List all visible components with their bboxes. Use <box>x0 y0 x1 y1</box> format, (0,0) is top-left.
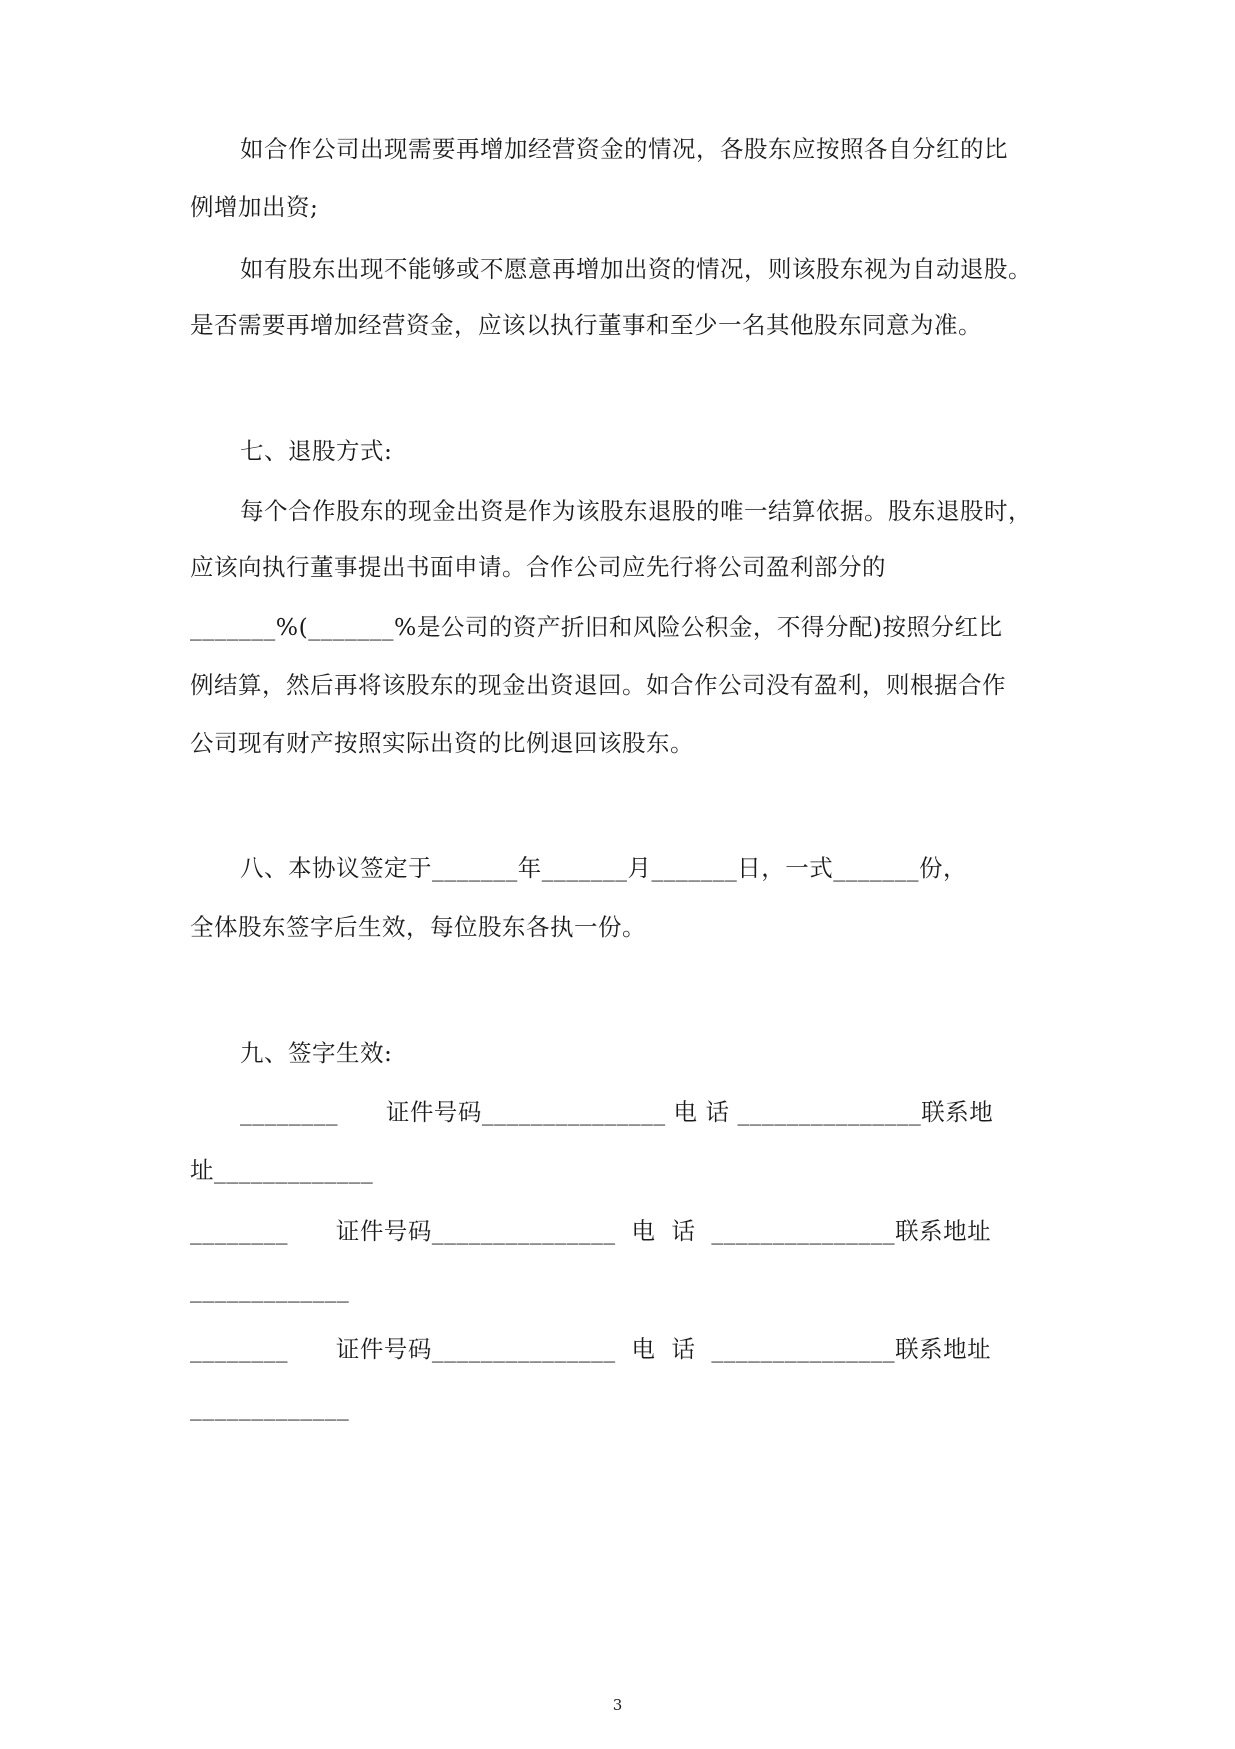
paragraph-line: 应该向执行董事提出书面申请。合作公司应先行将公司盈利部分的 <box>190 553 886 581</box>
signature-line: ________ 证件号码_______________ 电 话 _______________联系地址 <box>190 1217 992 1245</box>
paragraph-line: _______%(_______%是公司的资产折旧和风险公积金，不得分配)按照分红比 <box>190 613 1003 641</box>
signature-line: 址_____________ <box>190 1156 374 1184</box>
section-heading: 七、退股方式: <box>240 437 393 465</box>
paragraph-line: 全体股东签字后生效，每位股东各执一份。 <box>190 913 646 941</box>
paragraph-line: 八、本协议签定于_______年_______月_______日，一式_______份， <box>240 854 967 882</box>
signature-line: ________ 证件号码_______________ 电 话 _______________联系地址 <box>190 1335 992 1363</box>
paragraph-line: 如有股东出现不能够或不愿意再增加出资的情况，则该股东视为自动退股。 <box>240 255 1032 283</box>
paragraph-line: 公司现有财产按照实际出资的比例退回该股东。 <box>190 729 694 757</box>
page-number: 3 <box>612 1696 623 1714</box>
paragraph-line: 例增加出资; <box>190 193 319 221</box>
signature-line: ________ 证件号码_______________ 电 话 _______________联系地 <box>240 1098 994 1126</box>
signature-line: _____________ <box>190 1275 350 1303</box>
paragraph-line: 如合作公司出现需要再增加经营资金的情况，各股东应按照各自分红的比 <box>240 135 1008 163</box>
section-heading: 九、签字生效: <box>240 1039 393 1067</box>
paragraph-line: 是否需要再增加经营资金，应该以执行董事和至少一名其他股东同意为准。 <box>190 311 982 339</box>
signature-line: _____________ <box>190 1393 350 1421</box>
paragraph-line: 每个合作股东的现金出资是作为该股东退股的唯一结算依据。股东退股时， <box>240 497 1032 525</box>
paragraph-line: 例结算，然后再将该股东的现金出资退回。如合作公司没有盈利，则根据合作 <box>190 671 1006 699</box>
